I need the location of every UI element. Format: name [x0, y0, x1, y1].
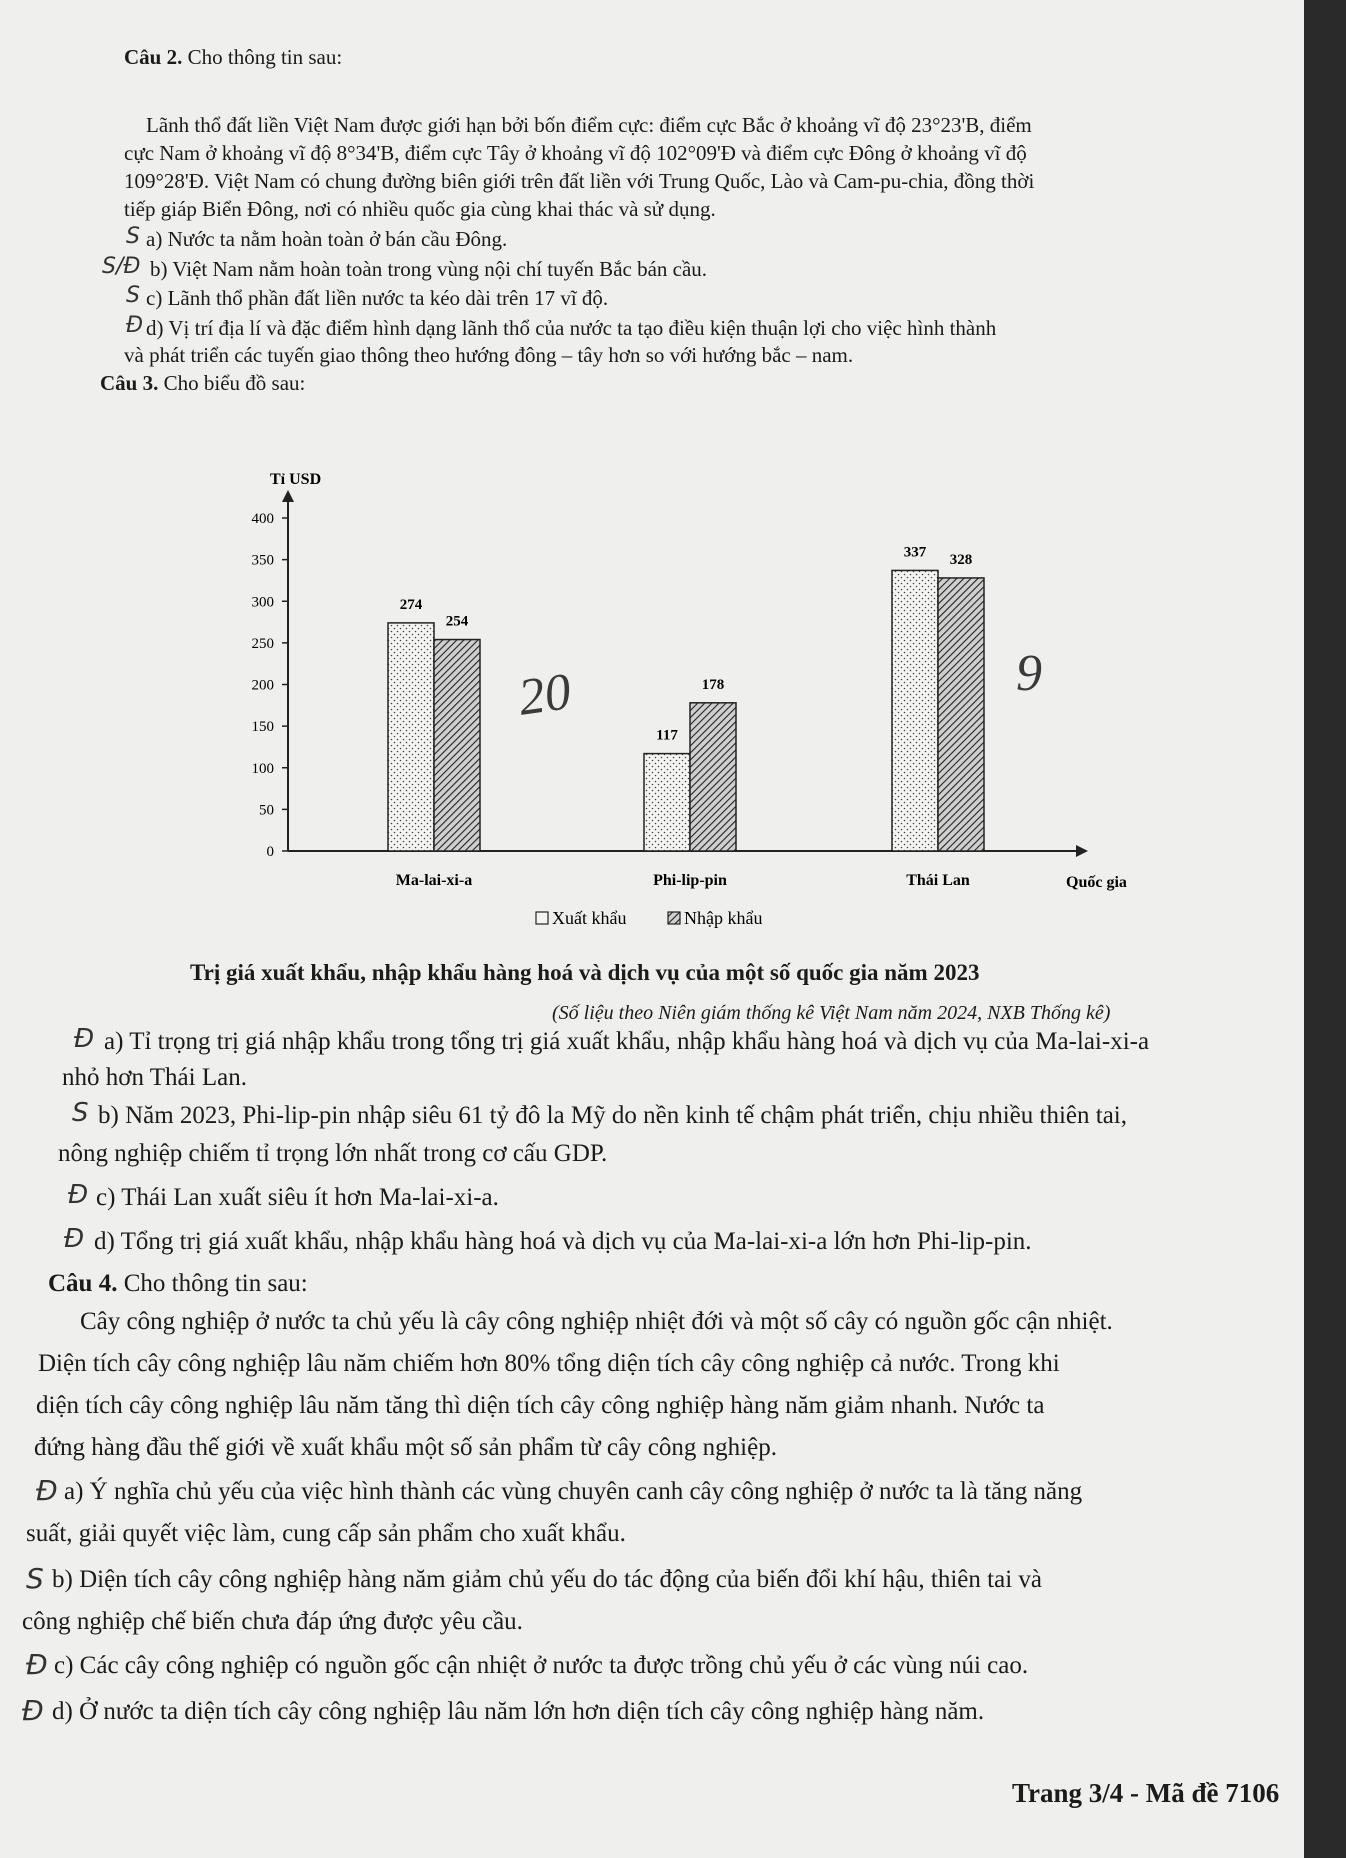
bar-value-label: 328 [949, 551, 973, 568]
q4-option-b-line-1: b) Diện tích cây công nghiệp hàng năm giảm chủ yếu do tác động của biến đổi khí hậu, thiên tai và [52, 1566, 1042, 1593]
q2-para-line-1: Lãnh thổ đất liền Việt Nam được giới hạn bởi bốn điểm cực: điểm cực Bắc ở khoảng vĩ độ 23°23'B, điểm [146, 113, 1032, 137]
mark-q4b: S [26, 1562, 44, 1595]
q4-title-rest: Cho thông tin sau: [117, 1270, 308, 1297]
mark-q2b: S/Đ [102, 254, 141, 279]
bar-value-label: 254 [445, 613, 469, 630]
q4-para-line-2: Diện tích cây công nghiệp lâu năm chiếm hơn 80% tổng diện tích cây công nghiệp cả nước. Trong khi [38, 1350, 1060, 1377]
export-bar-thái lan [892, 570, 938, 851]
mark-q3a: Đ [74, 1024, 95, 1054]
mark-q4c: Đ [26, 1648, 48, 1681]
bar-value-label: 178 [701, 676, 725, 693]
y-axis-label: Tỉ USD [270, 471, 322, 488]
bar-value-label: 337 [903, 544, 927, 561]
category-label: Ma-lai-xi-a [395, 872, 473, 889]
q2-para-line-4: tiếp giáp Biển Đông, nơi có nhiều quốc gia cùng khai thác và sử dụng. [124, 197, 716, 221]
mark-q3c: Đ [68, 1180, 89, 1210]
y-tick-label: 250 [251, 635, 274, 652]
q2-option-a: a) Nước ta nằm hoàn toàn ở bán cầu Đông. [146, 227, 508, 251]
q4-title: Câu 4. [48, 1270, 118, 1297]
handwritten-score-20: 20 [515, 663, 575, 727]
y-tick-label: 350 [251, 552, 274, 569]
q4-option-b-line-2: công nghiệp chế biến chưa đáp ứng được yêu cầu. [22, 1608, 523, 1635]
q4-option-c: c) Các cây công nghiệp có nguồn gốc cận nhiệt ở nước ta được trồng chủ yếu ở các vùng núi cao. [54, 1652, 1029, 1679]
legend-import-label: Nhập khẩu [684, 908, 763, 928]
q4-para-line-3: diện tích cây công nghiệp lâu năm tăng thì diện tích cây công nghiệp hàng năm giảm nhanh. Nước ta [36, 1392, 1045, 1419]
y-tick-label: 50 [259, 802, 274, 819]
q2-para-line-3: 109°28'Đ. Việt Nam có chung đường biên giới trên đất liền với Trung Quốc, Lào và Cam-pu-chia, đồng thời [124, 169, 1035, 193]
mark-q2d: Đ [126, 313, 144, 338]
y-tick-label: 400 [251, 511, 274, 527]
legend-export-swatch [536, 912, 548, 924]
mark-q2c: S [126, 283, 140, 308]
chart-caption: Trị giá xuất khẩu, nhập khẩu hàng hoá và dịch vụ của một số quốc gia năm 2023 [190, 960, 980, 985]
bar-value-label: 274 [399, 596, 423, 613]
y-tick-label: 150 [251, 719, 274, 736]
q4-para-line-4: đứng hàng đầu thế giới về xuất khẩu một số sản phẩm từ cây công nghiệp. [34, 1434, 777, 1461]
mark-q2a: S [126, 224, 140, 249]
q4-para-line-1: Cây công nghiệp ở nước ta chủ yếu là cây công nghiệp nhiệt đới và một số cây có nguồn gốc cận nhiệt. [80, 1308, 1113, 1335]
legend-export-label: Xuất khẩu [552, 908, 627, 928]
mark-q3d: Đ [64, 1224, 85, 1254]
q2-para-line-2: cực Nam ở khoảng vĩ độ 8°34'B, điểm cực Tây ở khoảng vĩ độ 102°09'Đ và điểm cực Đông ở khoảng vĩ độ [124, 141, 1027, 165]
q2-option-c: c) Lãnh thổ phần đất liền nước ta kéo dài trên 17 vĩ độ. [146, 286, 609, 310]
q3-title-rest: Cho biểu đồ sau: [158, 371, 306, 395]
chart-source: (Số liệu theo Niên giám thống kê Việt Nam năm 2024, NXB Thống kê) [552, 1002, 1111, 1024]
q4-option-d: d) Ở nước ta diện tích cây công nghiệp lâu năm lớn hơn diện tích cây công nghiệp hàng năm. [52, 1698, 985, 1725]
q2-title: Câu 2. [124, 45, 183, 69]
legend-import-swatch [668, 912, 680, 924]
mark-q4d: Đ [22, 1694, 44, 1727]
page-footer: Trang 3/4 - Mã đề 7106 [1012, 1778, 1280, 1808]
y-tick-label: 200 [251, 677, 274, 694]
category-label: Thái Lan [906, 872, 970, 889]
q2-option-b: b) Việt Nam nằm hoàn toàn trong vùng nội chí tuyến Bắc bán cầu. [150, 257, 708, 281]
q3-option-b-line-2: nông nghiệp chiếm tỉ trọng lớn nhất trong cơ cấu GDP. [58, 1140, 608, 1167]
x-axis-arrow [1076, 845, 1088, 857]
q3-option-a-line-2: nhỏ hơn Thái Lan. [62, 1064, 247, 1091]
y-tick-label: 100 [251, 760, 274, 777]
q2-option-d-line-2: và phát triển các tuyến giao thông theo hướng đông – tây hơn so với hướng bắc – nam. [124, 343, 854, 367]
import-bar-ma-lai-xi-a [434, 640, 480, 851]
x-axis-label: Quốc gia [1066, 874, 1127, 891]
bar-value-label: 117 [656, 727, 678, 744]
q2-option-d-line-1: d) Vị trí địa lí và đặc điểm hình dạng lãnh thổ của nước ta tạo điều kiện thuận lợi cho việc hình thành [146, 316, 997, 340]
category-label: Phi-lip-pin [653, 872, 727, 889]
q3-option-a-line-1: a) Tỉ trọng trị giá nhập khẩu trong tổng trị giá xuất khẩu, nhập khẩu hàng hoá và dịch vụ của Ma-lai-xi-a [104, 1028, 1150, 1055]
export-bar-ma-lai-xi-a [388, 623, 434, 851]
export-bar-phi-lip-pin [644, 754, 690, 851]
mark-q3b: S [72, 1098, 89, 1128]
mark-q4a: Đ [36, 1474, 58, 1507]
y-tick-label: 300 [251, 594, 274, 611]
q2-title-rest: Cho thông tin sau: [182, 45, 343, 69]
photo-dark-edge [1304, 0, 1346, 1858]
import-bar-thái lan [938, 578, 984, 851]
q3-option-c: c) Thái Lan xuất siêu ít hơn Ma-lai-xi-a. [96, 1184, 499, 1211]
q4-option-a-line-1: a) Ý nghĩa chủ yếu của việc hình thành các vùng chuyên canh cây công nghiệp ở nước ta là tăng năng [64, 1478, 1083, 1505]
q3-option-b-line-1: b) Năm 2023, Phi-lip-pin nhập siêu 61 tỷ đô la Mỹ do nền kinh tế chậm phát triển, chịu nhiều thiên tai, [98, 1102, 1127, 1129]
q3-option-d: d) Tổng trị giá xuất khẩu, nhập khẩu hàng hoá và dịch vụ của Ma-lai-xi-a lớn hơn Phi-lip-pin. [94, 1228, 1032, 1255]
import-bar-phi-lip-pin [690, 703, 736, 851]
q3-title: Câu 3. [100, 371, 159, 395]
y-axis-arrow [282, 490, 294, 502]
q4-heading [48, 1268, 308, 1300]
y-tick-label: 0 [266, 844, 274, 860]
q4-option-a-line-2: suất, giải quyết việc làm, cung cấp sản phẩm cho xuất khẩu. [26, 1520, 626, 1547]
handwritten-score-9: 9 [1016, 645, 1042, 702]
